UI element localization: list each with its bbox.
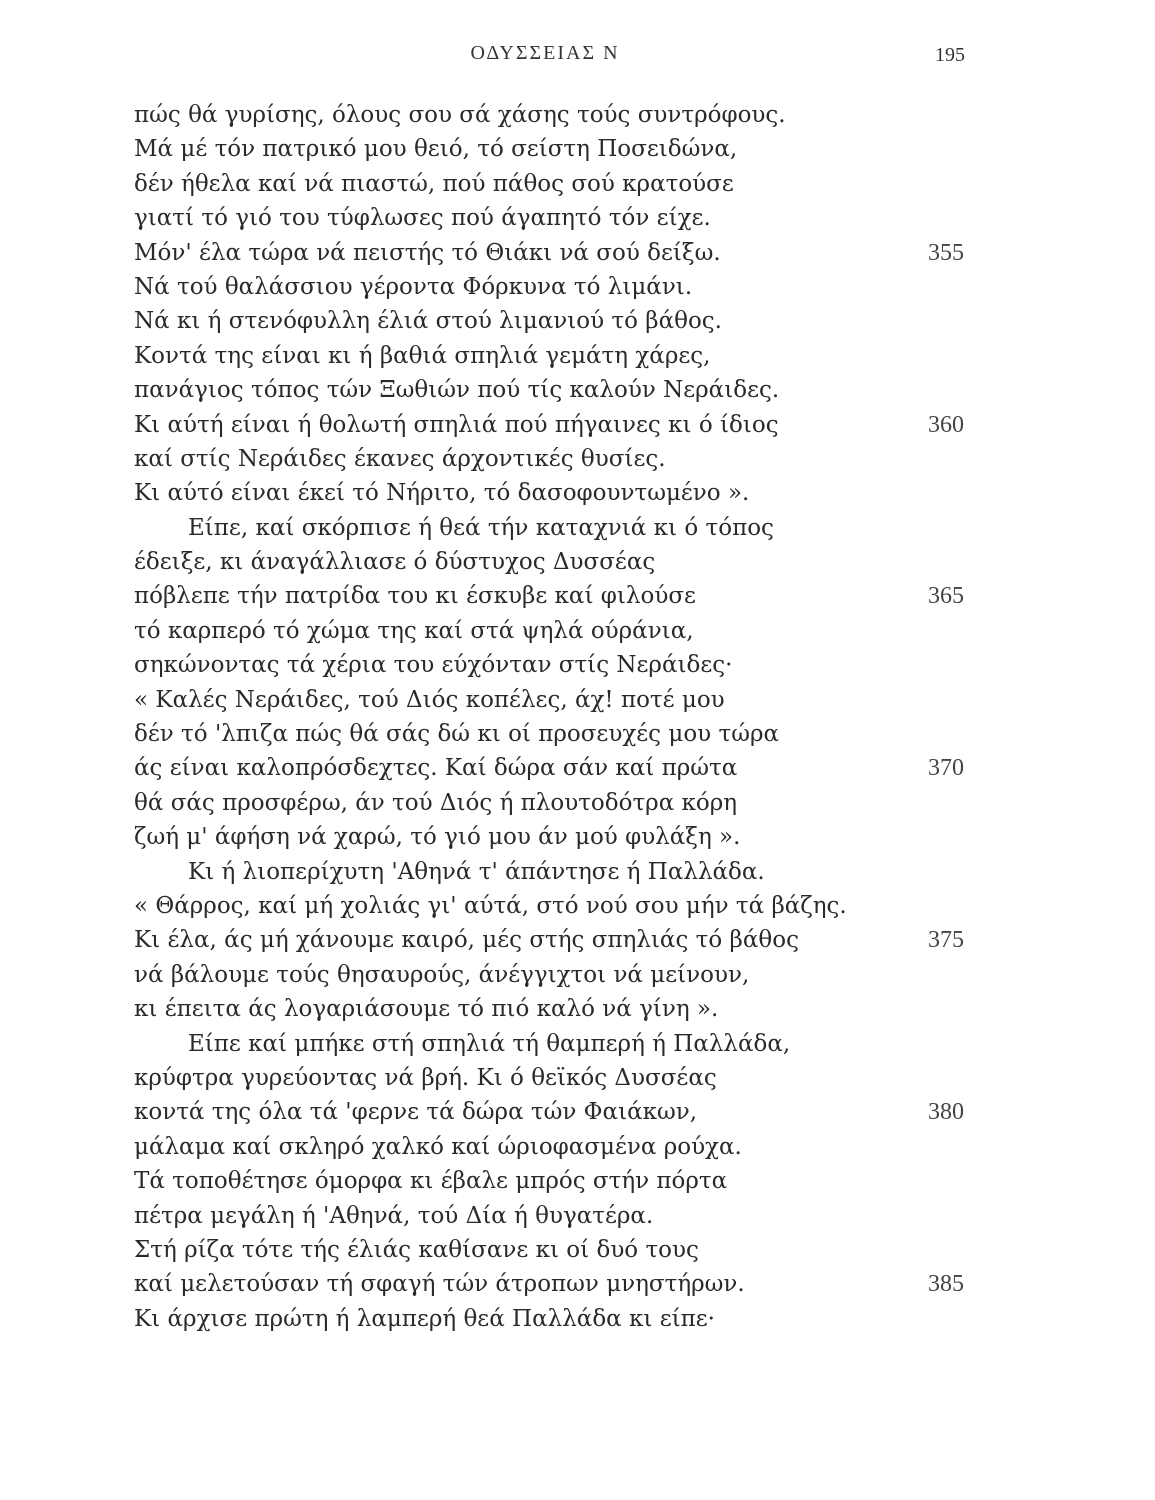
verse-line	[0, 786, 1155, 820]
verse-line	[0, 442, 1155, 476]
verse-line	[0, 1302, 1155, 1336]
verse-line	[0, 820, 1155, 854]
verse-text: πόβλεπε τήν πατρίδα του κι έσκυβε καί φιλούσε	[134, 583, 696, 610]
verse-line	[0, 270, 1155, 304]
verse-line	[0, 1095, 1155, 1129]
page-number: 195	[935, 44, 965, 66]
verse-text: ζωή μ' άφήση νά χαρώ, τό γιό μου άν μού φυλάξη ».	[134, 824, 741, 851]
verse-line	[0, 614, 1155, 648]
verse-line	[0, 923, 1155, 957]
verse-line	[0, 1027, 1155, 1061]
verse-text: Είπε καί μπήκε στή σπηλιά τή θαμπερή ή Παλλάδα,	[188, 1030, 791, 1057]
line-number: 365	[928, 583, 964, 610]
line-number: 380	[928, 1099, 964, 1126]
verse-text: γιατί τό γιό του τύφλωσες πού άγαπητό τόν είχε.	[134, 205, 711, 232]
verse-text: καί μελετούσαν τή σφαγή τών άτροπων μνηστήρων.	[134, 1271, 745, 1298]
verse-block	[0, 98, 1155, 1336]
verse-text: Κι έλα, άς μή χάνουμε καιρό, μές στής σπηλιάς τό βάθος	[134, 927, 799, 954]
line-number: 360	[928, 411, 964, 438]
verse-line	[0, 992, 1155, 1026]
verse-text: Μά μέ τόν πατρικό μου θειό, τό σείστη Ποσειδώνα,	[134, 136, 738, 163]
verse-line	[0, 683, 1155, 717]
verse-line	[0, 1199, 1155, 1233]
verse-text: δέν τό 'λπιζα πώς θά σάς δώ κι οί προσευχές μου τώρα	[134, 721, 779, 748]
verse-line	[0, 236, 1155, 270]
verse-line	[0, 167, 1155, 201]
verse-text: κρύφτρα γυρεύοντας νά βρή. Κι ό θεϊκός Δυσσέας	[134, 1064, 717, 1091]
verse-text: Κι αύτή είναι ή θολωτή σπηλιά πού πήγαινες κι ό ίδιος	[134, 411, 779, 438]
verse-text: Νά τού θαλάσσιου γέροντα Φόρκυνα τό λιμάνι.	[134, 273, 693, 300]
verse-text: κι έπειτα άς λογαριάσουμε τό πιό καλό νά γίνη ».	[134, 996, 719, 1023]
verse-text: πέτρα μεγάλη ή 'Αθηνά, τού Δία ή θυγατέρα.	[134, 1202, 654, 1229]
verse-line	[0, 201, 1155, 235]
verse-line	[0, 408, 1155, 442]
verse-text: άς είναι καλοπρόσδεχτες. Καί δώρα σάν καί πρώτα	[134, 755, 738, 782]
verse-line	[0, 648, 1155, 682]
verse-text: κοντά της όλα τά 'φερνε τά δώρα τών Φαιάκων,	[134, 1099, 698, 1126]
verse-line	[0, 373, 1155, 407]
verse-line	[0, 98, 1155, 132]
verse-text: Νά κι ή στενόφυλλη έλιά στού λιμανιού τό βάθος.	[134, 308, 722, 335]
verse-line	[0, 717, 1155, 751]
verse-text: Κι άρχισε πρώτη ή λαμπερή θεά Παλλάδα κι είπε·	[134, 1305, 715, 1332]
verse-line	[0, 1061, 1155, 1095]
running-title: ΟΔΥΣΣΕΙΑΣ Ν	[470, 42, 620, 64]
verse-text: νά βάλουμε τούς θησαυρούς, άνέγγιχτοι νά μείνουν,	[134, 961, 750, 988]
verse-line	[0, 579, 1155, 613]
verse-line	[0, 1267, 1155, 1301]
verse-text: μάλαμα καί σκληρό χαλκό καί ώριοφασμένα ρούχα.	[134, 1133, 742, 1160]
verse-line	[0, 958, 1155, 992]
verse-text: Είπε, καί σκόρπισε ή θεά τήν καταχνιά κι ό τόπος	[188, 514, 774, 541]
verse-text: έδειξε, κι άναγάλλιασε ό δύστυχος Δυσσέας	[134, 549, 656, 576]
verse-line	[0, 1233, 1155, 1267]
verse-text: Κοντά της είναι κι ή βαθιά σπηλιά γεμάτη χάρες,	[134, 342, 711, 369]
line-number: 355	[928, 239, 964, 266]
verse-line	[0, 132, 1155, 166]
verse-text: πανάγιος τόπος τών Ξωθιών πού τίς καλούν Νεράιδες.	[134, 377, 780, 404]
verse-text: Μόν' έλα τώρα νά πειστής τό Θιάκι νά σού δείξω.	[134, 239, 721, 266]
verse-text: σηκώνοντας τά χέρια του εύχόνταν στίς Νεράιδες·	[134, 652, 733, 679]
verse-line	[0, 545, 1155, 579]
verse-line	[0, 855, 1155, 889]
verse-line	[0, 304, 1155, 338]
line-number: 375	[928, 927, 964, 954]
verse-text: τό καρπερό τό χώμα της καί στά ψηλά ούράνια,	[134, 617, 694, 644]
verse-text: πώς θά γυρίσης, όλους σου σά χάσης τούς συντρόφους.	[134, 102, 786, 128]
verse-line	[0, 751, 1155, 785]
verse-text: Τά τοποθέτησε όμορφα κι έβαλε μπρός στήν πόρτα	[134, 1168, 728, 1195]
line-number: 370	[928, 755, 964, 782]
verse-text: καί στίς Νεράιδες έκανες άρχοντικές θυσίες.	[134, 445, 666, 472]
verse-text: θά σάς προσφέρω, άν τού Διός ή πλουτοδότρα κόρη	[134, 789, 738, 816]
verse-text: Κι αύτό είναι έκεί τό Νήριτο, τό δασοφουντωμένο ».	[134, 480, 750, 507]
verse-text: « Καλές Νεράιδες, τού Διός κοπέλες, άχ! ποτέ μου	[134, 686, 725, 713]
verse-text: Κι ή λιοπερίχυτη 'Αθηνά τ' άπάντησε ή Παλλάδα.	[188, 858, 765, 885]
verse-line	[0, 1130, 1155, 1164]
verse-text: δέν ήθελα καί νά πιαστώ, πού πάθος σού κρατούσε	[134, 170, 734, 197]
verse-text: « Θάρρος, καί μή χολιάς γι' αύτά, στό νού σου μήν τά βάζης.	[134, 892, 847, 919]
verse-line	[0, 889, 1155, 923]
verse-line	[0, 476, 1155, 510]
verse-line	[0, 339, 1155, 373]
verse-line	[0, 1164, 1155, 1198]
verse-line	[0, 511, 1155, 545]
verse-text: Στή ρίζα τότε τής έλιάς καθίσανε κι οί δυό τους	[134, 1236, 699, 1263]
line-number: 385	[928, 1271, 964, 1298]
